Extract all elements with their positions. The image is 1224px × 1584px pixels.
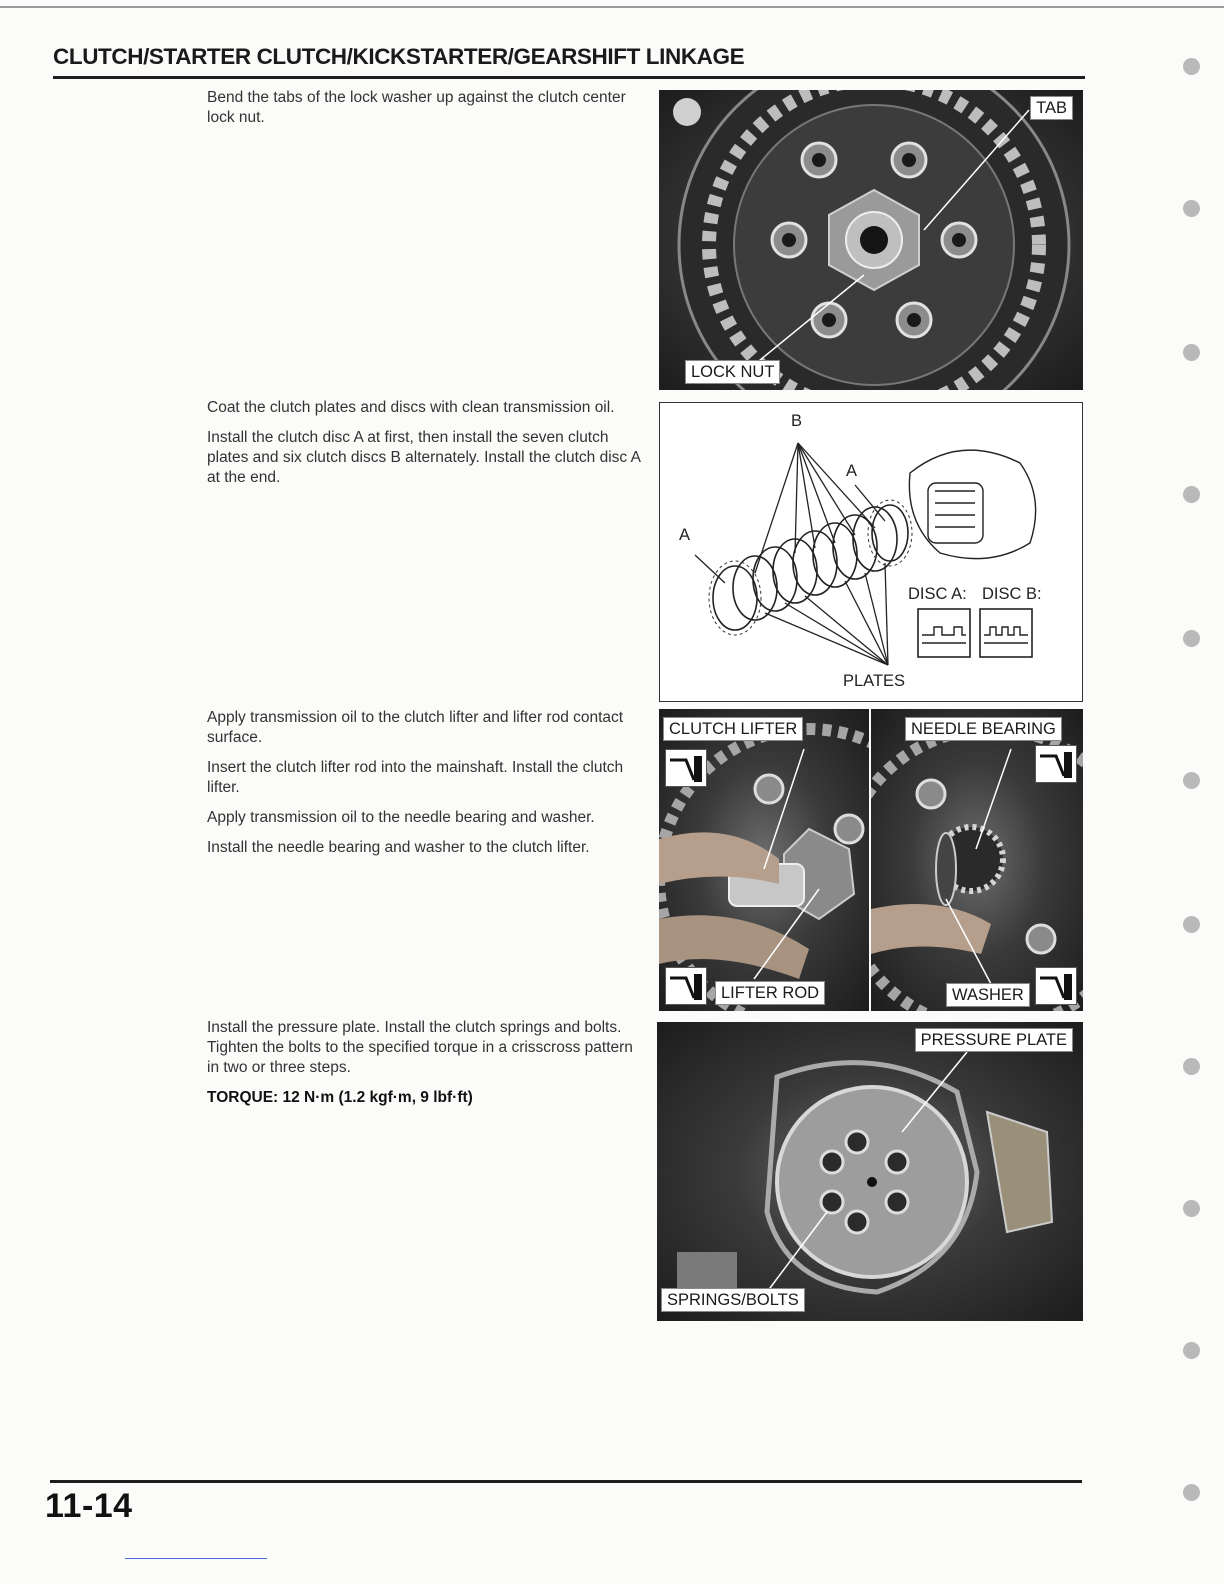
step-3-paragraph-2: Insert the clutch lifter rod into the mainshaft. Install the clutch lifter.	[207, 759, 624, 796]
step-2-paragraph-1: Coat the clutch plates and discs with clean transmission oil.	[207, 399, 615, 416]
oil-can-icon	[665, 749, 707, 787]
page-number: 11-14	[45, 1487, 133, 1525]
step-2-paragraph-2: Install the clutch disc A at first, then install the seven clutch plates and six clutch discs B alternately. Install the clutch disc A at the end.	[207, 429, 641, 486]
binder-hole	[1183, 344, 1200, 361]
bottom-edge-line	[125, 1558, 267, 1559]
step-2-text	[207, 398, 647, 498]
label-a-left: A	[679, 526, 691, 544]
step-4-text	[207, 1018, 647, 1118]
callout-needle-bearing: NEEDLE BEARING	[905, 717, 1062, 741]
binder-hole	[1183, 1484, 1200, 1501]
top-edge-rule	[0, 6, 1224, 8]
label-plates: PLATES	[843, 672, 906, 690]
binder-hole	[1183, 200, 1200, 217]
callout-washer: WASHER	[946, 983, 1030, 1007]
binder-hole	[1183, 772, 1200, 789]
callout-lifter-rod: LIFTER ROD	[715, 981, 825, 1005]
label-disc-b: DISC B:	[982, 585, 1042, 603]
section-title: CLUTCH/STARTER CLUTCH/KICKSTARTER/GEARSHIFT LINKAGE	[53, 44, 745, 69]
clutch-plates-diagram	[659, 402, 1083, 702]
step-4-paragraph: Install the pressure plate. Install the clutch springs and bolts. Tighten the bolts to the specified torque in a crisscross pattern in two or three steps.	[207, 1019, 633, 1076]
callout-pressure-plate: PRESSURE PLATE	[915, 1028, 1073, 1052]
binder-hole	[1183, 1058, 1200, 1075]
binder-hole	[1183, 486, 1200, 503]
binder-hole	[1183, 630, 1200, 647]
torque-spec: TORQUE: 12 N·m (1.2 kgf·m, 9 lbf·ft)	[207, 1089, 473, 1106]
lifter-rod-photo	[659, 709, 869, 1011]
label-disc-a: DISC A:	[908, 585, 967, 603]
step-3-paragraph-4: Install the needle bearing and washer to the clutch lifter.	[207, 839, 590, 856]
footer-rule	[50, 1480, 1082, 1483]
step-3-paragraph-1: Apply transmission oil to the clutch lifter and lifter rod contact surface.	[207, 709, 624, 746]
disc-stack-illustration	[660, 403, 1082, 701]
pressure-plate-photo	[657, 1022, 1083, 1321]
label-b: B	[791, 412, 803, 430]
step-1-text	[207, 88, 647, 138]
pressure-plate-illustration	[657, 1022, 1083, 1321]
binder-hole	[1183, 1342, 1200, 1359]
step-1-paragraph: Bend the tabs of the lock washer up against the clutch center lock nut.	[207, 89, 626, 126]
oil-can-icon	[665, 967, 707, 1005]
callout-springs-bolts: SPRINGS/BOLTS	[661, 1288, 805, 1312]
clutch-center-illustration	[659, 90, 1083, 390]
label-a-right: A	[846, 462, 858, 480]
step-3-text	[207, 708, 647, 868]
binder-hole	[1183, 1200, 1200, 1217]
oil-can-icon	[1035, 967, 1077, 1005]
callout-clutch-lifter: CLUTCH LIFTER	[663, 717, 803, 741]
binder-hole	[1183, 916, 1200, 933]
needle-bearing-photo	[871, 709, 1083, 1011]
lock-nut-photo	[659, 90, 1083, 390]
binder-hole	[1183, 58, 1200, 75]
header-rule	[53, 76, 1085, 79]
callout-tab: TAB	[1030, 96, 1073, 120]
step-3-paragraph-3: Apply transmission oil to the needle bearing and washer.	[207, 809, 595, 826]
oil-can-icon	[1035, 745, 1077, 783]
callout-lock-nut: LOCK NUT	[685, 360, 780, 384]
